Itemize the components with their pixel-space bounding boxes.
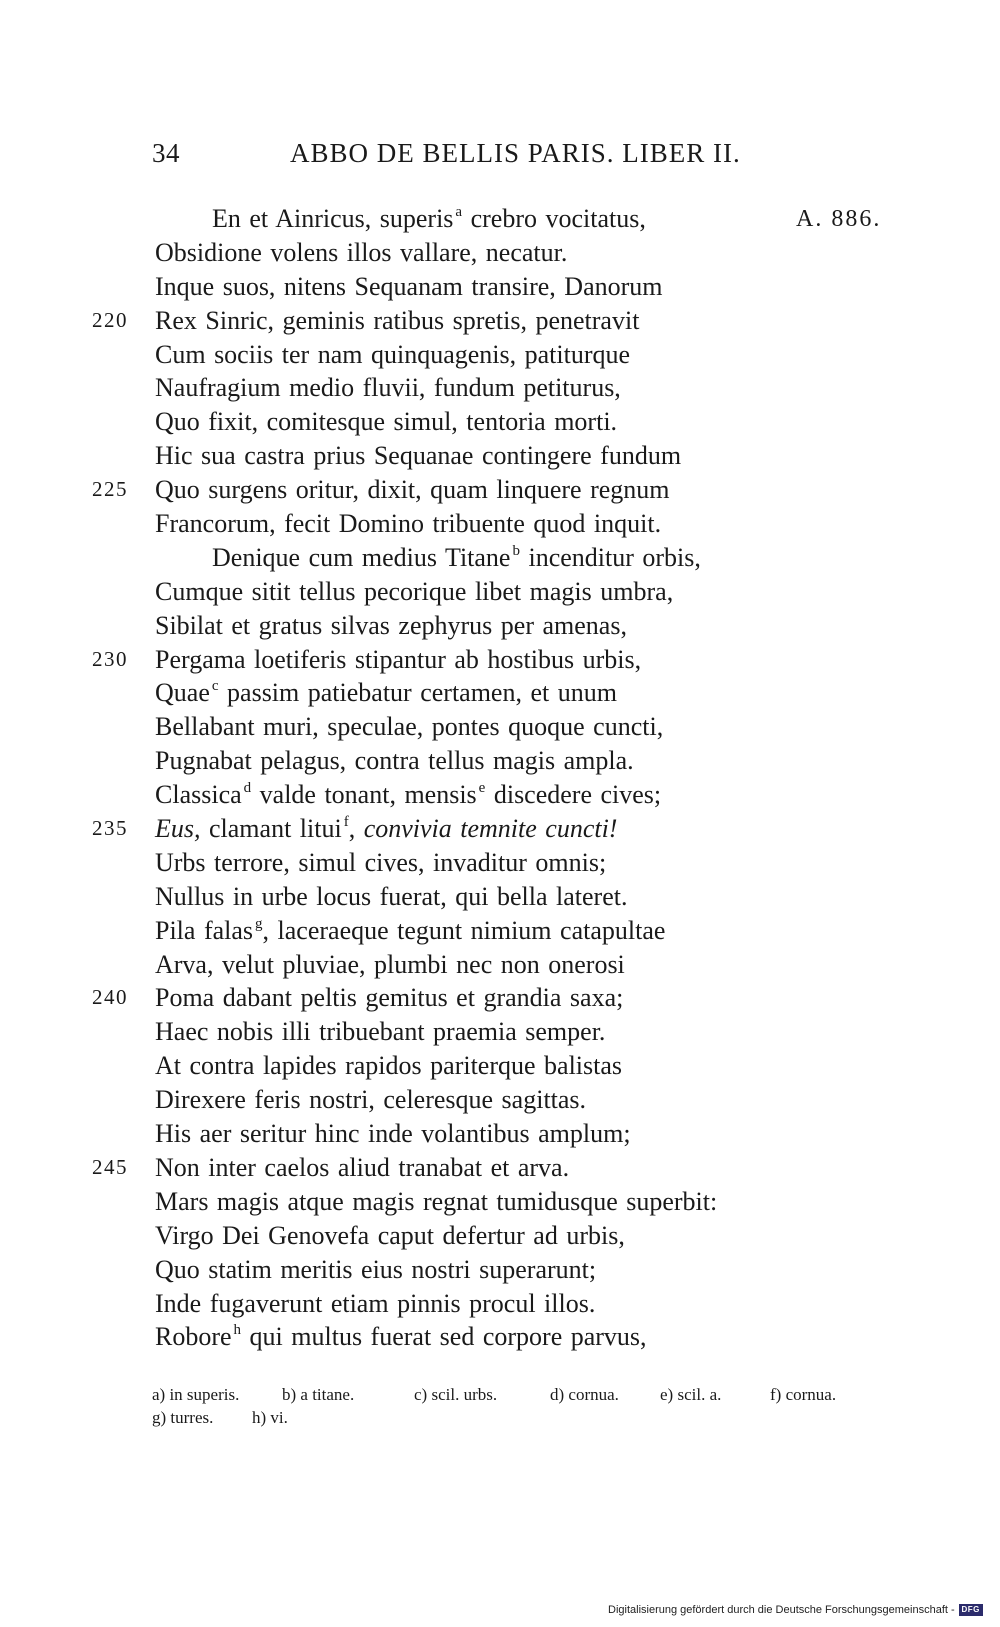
text-run: Quo fixit, comitesque simul, tentoria morti. bbox=[155, 407, 618, 437]
text-run: Naufragium medio fluvii, fundum petiturus, bbox=[155, 373, 621, 403]
page-header bbox=[152, 138, 752, 178]
verse-text bbox=[155, 643, 641, 677]
text-run: Classica bbox=[155, 780, 242, 810]
verse-line bbox=[0, 405, 1000, 439]
verse-line bbox=[0, 914, 1000, 948]
text-run: Pugnabat pelagus, contra tellus magis ampla. bbox=[155, 746, 634, 776]
text-run: Urbs terrore, simul cives, invaditur omnis; bbox=[155, 847, 607, 877]
verse-line bbox=[0, 1117, 1000, 1151]
footnote: f) cornua. bbox=[770, 1385, 837, 1404]
verse-text bbox=[155, 880, 627, 914]
verse-number: 245 bbox=[92, 1154, 128, 1179]
verse-line bbox=[0, 507, 1000, 541]
verse-text bbox=[155, 676, 617, 710]
verse-line bbox=[0, 1287, 1000, 1321]
text-run: Obsidione volens illos vallare, necatur. bbox=[155, 237, 568, 267]
verse-number: 220 bbox=[92, 307, 128, 332]
footnote-marker: d bbox=[243, 780, 252, 797]
verse-text bbox=[155, 1117, 631, 1151]
text-run: Direxere feris nostri, celeresque sagittas. bbox=[155, 1085, 587, 1115]
verse-line bbox=[0, 643, 1000, 677]
text-run: , bbox=[348, 814, 364, 844]
verse-line bbox=[0, 1049, 1000, 1083]
text-run: Bellabant muri, speculae, pontes quoque cuncti, bbox=[155, 712, 664, 742]
text-run: Denique cum medius Titane bbox=[212, 542, 511, 572]
footnote-line bbox=[152, 1383, 892, 1406]
text-run: Poma dabant peltis gemitus et grandia saxa; bbox=[155, 983, 624, 1013]
text-run: incenditur orbis, bbox=[519, 542, 701, 572]
footnotes bbox=[152, 1383, 892, 1429]
verse-text bbox=[155, 1287, 595, 1321]
italic-text: convivia temnite cuncti! bbox=[363, 814, 618, 844]
verse-line bbox=[0, 744, 1000, 778]
footnote-marker: c bbox=[211, 678, 219, 695]
running-title: ABBO DE BELLIS PARIS. LIBER II. bbox=[290, 138, 741, 168]
text-run: crebro vocitatus, bbox=[462, 204, 646, 233]
footnote-marker: h bbox=[233, 1322, 242, 1339]
verse-number: 230 bbox=[92, 646, 128, 671]
verse-line bbox=[0, 473, 1000, 507]
text-run: At contra lapides rapidos pariterque balistas bbox=[155, 1051, 623, 1081]
verse-line bbox=[0, 1185, 1000, 1219]
verse-text bbox=[155, 710, 663, 744]
verse-line bbox=[0, 676, 1000, 710]
verse-line bbox=[0, 439, 1000, 473]
verse-line bbox=[0, 1015, 1000, 1049]
text-run: Quo statim meritis eius nostri superarunt; bbox=[155, 1254, 597, 1284]
verse-text bbox=[155, 948, 625, 982]
verse-line bbox=[0, 338, 1000, 372]
footnote: e) scil. a. bbox=[660, 1385, 722, 1404]
text-run: Inde fugaverunt etiam pinnis procul illos. bbox=[155, 1288, 596, 1318]
verse-text bbox=[155, 371, 621, 405]
verse-text bbox=[155, 846, 606, 880]
verse-text bbox=[155, 981, 623, 1015]
verse-text bbox=[155, 744, 634, 778]
text-run: En et Ainricus, superis bbox=[212, 204, 454, 233]
verse-line bbox=[0, 575, 1000, 609]
verse-line bbox=[0, 371, 1000, 405]
verse-text bbox=[155, 1219, 625, 1253]
verse-line bbox=[0, 1151, 1000, 1185]
verse-text bbox=[155, 812, 617, 846]
footnote-marker: g bbox=[255, 915, 263, 932]
text-run: qui multus fuerat sed corpore parvus, bbox=[241, 1322, 647, 1352]
verse-text bbox=[155, 778, 661, 812]
text-run: passim patiebatur certamen, et unum bbox=[218, 678, 617, 708]
verse-line bbox=[0, 1253, 1000, 1287]
footnote: d) cornua. bbox=[550, 1385, 619, 1404]
verse-line bbox=[0, 270, 1000, 304]
text-run: Inque suos, nitens Sequanam transire, Danorum bbox=[155, 271, 663, 301]
verse-line bbox=[0, 846, 1000, 880]
text-run: Rex Sinric, geminis ratibus spretis, penetravit bbox=[155, 305, 640, 335]
text-run: Haec nobis illi tribuebant praemia semper. bbox=[155, 1017, 606, 1047]
verse-line bbox=[0, 948, 1000, 982]
footnote: h) vi. bbox=[252, 1408, 288, 1427]
verse-text bbox=[155, 609, 627, 643]
verse-text bbox=[155, 405, 617, 439]
verse-text bbox=[155, 1185, 717, 1219]
verse-text bbox=[155, 304, 639, 338]
footnote-marker: a bbox=[455, 204, 463, 220]
verse-line bbox=[0, 202, 1000, 236]
text-run: Arva, velut pluviae, plumbi nec non onerosi bbox=[155, 949, 625, 979]
footnote-marker: e bbox=[478, 780, 486, 797]
verse-text bbox=[155, 1083, 586, 1117]
funding-notice-text: Digitalisierung gefördert durch die Deutsche Forschungsgemeinschaft - bbox=[608, 1604, 955, 1616]
verse-text bbox=[155, 914, 665, 948]
text-run: Non inter caelos aliud tranabat et arva. bbox=[155, 1152, 570, 1182]
verse-text bbox=[155, 473, 670, 507]
verse-text bbox=[155, 575, 673, 609]
text-run: valde tonant, mensis bbox=[251, 780, 477, 810]
footnote: g) turres. bbox=[152, 1408, 214, 1427]
verse-text bbox=[155, 1015, 605, 1049]
verse-line bbox=[0, 1219, 1000, 1253]
verse-line bbox=[0, 812, 1000, 846]
italic-text: Eus, bbox=[155, 814, 201, 844]
text-run: Pila falas bbox=[155, 915, 254, 945]
text-run: Cumque sitit tellus pecorique libet magis umbra, bbox=[155, 576, 674, 606]
verse-number: 240 bbox=[92, 985, 128, 1010]
margin-year: A. 886. bbox=[796, 206, 882, 232]
verse-line bbox=[0, 981, 1000, 1015]
verse-line bbox=[0, 880, 1000, 914]
text-run: Francorum, fecit Domino tribuente quod inquit. bbox=[155, 509, 662, 539]
verse-line bbox=[0, 1320, 1000, 1354]
text-run: Quo surgens oritur, dixit, quam linquere regnum bbox=[155, 475, 670, 505]
text-run: , laceraeque tegunt nimium catapultae bbox=[262, 915, 666, 945]
verse-line bbox=[0, 1083, 1000, 1117]
footnote: a) in superis. bbox=[152, 1385, 240, 1404]
verse-text bbox=[155, 236, 567, 270]
verse-text bbox=[155, 507, 661, 541]
verse-text bbox=[155, 1320, 647, 1354]
footnote: b) a titane. bbox=[282, 1385, 355, 1404]
text-run: Virgo Dei Genovefa caput defertur ad urbis, bbox=[155, 1220, 625, 1250]
verse-text bbox=[212, 202, 646, 236]
text-run: Sibilat et gratus silvas zephyrus per amenas, bbox=[155, 610, 627, 640]
dfg-logo-icon: DFG bbox=[959, 1604, 983, 1616]
verse-line bbox=[0, 778, 1000, 812]
verse-line bbox=[0, 304, 1000, 338]
text-run: His aer seritur hinc inde volantibus amplum; bbox=[155, 1119, 631, 1149]
funding-notice bbox=[608, 1604, 983, 1616]
verse-line bbox=[0, 541, 1000, 575]
verse-block bbox=[0, 202, 1000, 1354]
text-run: Pergama loetiferis stipantur ab hostibus urbis, bbox=[155, 644, 642, 674]
verse-text bbox=[155, 1151, 569, 1185]
verse-text bbox=[155, 338, 630, 372]
footnote-marker: b bbox=[512, 542, 520, 559]
verse-text bbox=[155, 1049, 622, 1083]
footnote-marker: f bbox=[343, 814, 349, 831]
text-run: discedere cives; bbox=[485, 780, 662, 810]
verse-line bbox=[0, 236, 1000, 270]
verse-text bbox=[155, 1253, 596, 1287]
verse-number: 235 bbox=[92, 816, 128, 841]
text-run: Mars magis atque magis regnat tumidusque superbit: bbox=[155, 1186, 718, 1216]
text-run: Robore bbox=[155, 1322, 232, 1352]
footnote: c) scil. urbs. bbox=[414, 1385, 498, 1404]
verse-number: 225 bbox=[92, 477, 128, 502]
footnote-line bbox=[152, 1406, 892, 1429]
verse-text bbox=[212, 541, 701, 575]
text-run: Quae bbox=[155, 678, 210, 708]
verse-line bbox=[0, 710, 1000, 744]
verse-line bbox=[0, 609, 1000, 643]
text-run: Hic sua castra prius Sequanae contingere fundum bbox=[155, 441, 682, 471]
page-number: 34 bbox=[152, 138, 180, 168]
text-run: Cum sociis ter nam quinquagenis, patiturque bbox=[155, 339, 631, 369]
text-run: clamant litui bbox=[200, 814, 342, 844]
verse-text bbox=[155, 270, 663, 304]
verse-text bbox=[155, 439, 681, 473]
text-run: Nullus in urbe locus fuerat, qui bella lateret. bbox=[155, 881, 628, 911]
